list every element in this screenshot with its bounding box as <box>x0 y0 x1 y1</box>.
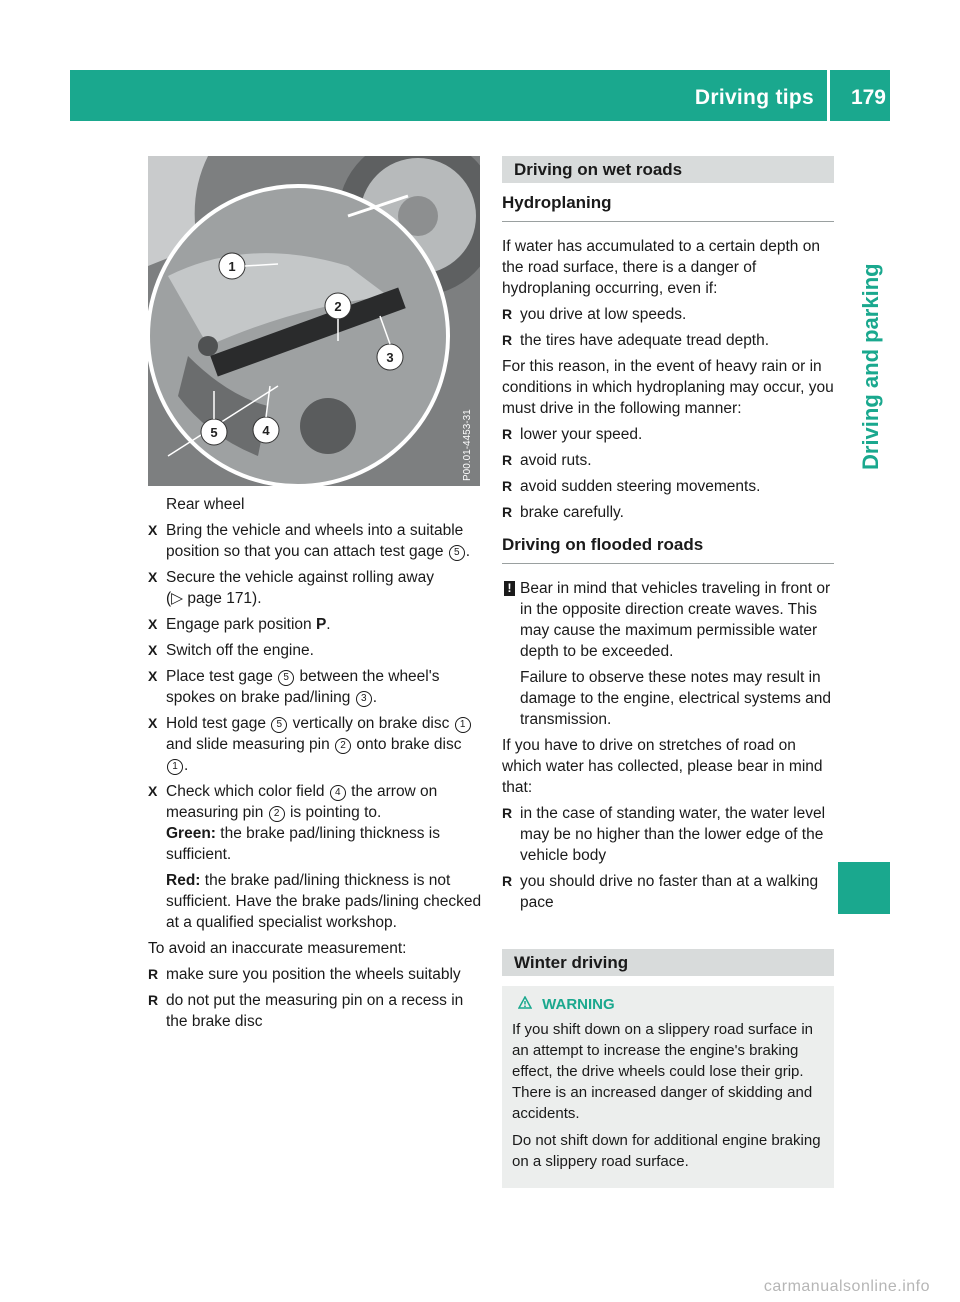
bullet-marker: R <box>502 426 513 442</box>
step-item: X Bring the vehicle and wheels into a suitable position so that you can attach test gage 5 . <box>148 522 471 560</box>
page-number: 179 <box>850 86 886 109</box>
callout-ref: 5 <box>271 717 287 733</box>
notice-block: ! Bear in mind that vehicles traveling in front or in the opposite direction create waves. This may cause the maximum permissible water depth to be exceeded. Failure to observe these notes may result in damage to the engine, electrical systems and transmission. <box>502 578 834 730</box>
list-item: R the tires have adequate tread depth. <box>502 332 770 349</box>
step-item: X Hold test gage 5 vertically on brake disc 1 and slide measuring pin 2 onto brake disc 1 . <box>148 713 482 776</box>
paragraph: If water has accumulated to a certain depth on the road surface, there is a danger of hydroplaning occurring, even if: <box>502 238 820 297</box>
callout-ref: 2 <box>269 806 285 822</box>
green-result: Green: the brake pad/lining thickness is sufficient. <box>166 825 440 863</box>
section-heading-winter: Winter driving <box>502 949 834 976</box>
list-item: R brake carefully. <box>502 504 624 521</box>
step-marker: X <box>148 668 158 684</box>
bullet-marker: R <box>502 332 513 348</box>
step-marker: X <box>148 616 158 632</box>
callout-5: 5 <box>210 425 218 440</box>
bullet-marker: R <box>148 992 159 1008</box>
callout-1: 1 <box>228 259 236 274</box>
callout-ref: 3 <box>356 691 372 707</box>
list-item: R lower your speed. <box>502 426 643 443</box>
step-marker: X <box>148 642 158 658</box>
list-item: R in the case of standing water, the water level may be no higher than the lower edge of the vehicle body <box>502 805 826 864</box>
subheading-hydroplaning: Hydroplaning <box>502 193 834 222</box>
bullet-marker: R <box>148 966 159 982</box>
list-item: R make sure you position the wheels suitably <box>148 966 461 983</box>
header-title: Driving tips <box>694 86 814 109</box>
bullet-marker: R <box>502 504 513 520</box>
paragraph: For this reason, in the event of heavy rain or in conditions in which hydroplaning may occur, you must drive in the following manner: <box>502 358 834 417</box>
step-marker: X <box>148 783 158 799</box>
page-ref-arrow: (▷ <box>166 590 184 607</box>
brake-gage-illustration <box>148 156 480 486</box>
step-item: X Switch off the engine. <box>148 642 314 659</box>
brake-gage-figure <box>148 156 480 486</box>
step-item: X Check which color field 4 the arrow on measuring pin 2 is pointing to. Green: the brake pad/lining thickness is sufficient. Red: the brake pad/lining thickness is not sufficient. Have the brake pads/lining checked at a qualified specialist workshop. <box>148 783 482 931</box>
page-reference-link[interactable]: page 171). <box>187 590 262 607</box>
figure-caption: Rear wheel <box>166 496 245 513</box>
warning-triangle-icon <box>518 996 532 1013</box>
callout-2: 2 <box>334 299 342 314</box>
warning-box <box>502 986 834 1188</box>
warning-title: WARNING <box>542 996 615 1013</box>
step-item: X Secure the vehicle against rolling away (▷ page 171). <box>148 569 434 607</box>
bullet-marker: R <box>502 452 513 468</box>
bullet-marker: R <box>502 478 513 494</box>
list-item: R avoid sudden steering movements. <box>502 478 761 495</box>
step-item: X Engage park position P. <box>148 616 331 633</box>
left-column <box>148 156 482 1037</box>
bullet-marker: R <box>502 306 513 322</box>
list-item: R you should drive no faster than at a walking pace <box>502 873 819 911</box>
right-column <box>502 156 834 1188</box>
exclamation-icon: ! <box>504 581 515 596</box>
callout-ref: 2 <box>335 738 351 754</box>
step-marker: X <box>148 715 158 731</box>
red-result: Red: the brake pad/lining thickness is not sufficient. Have the brake pads/lining checked at a qualified specialist workshop. <box>166 872 482 931</box>
section-heading-wet-roads: Driving on wet roads <box>502 156 834 183</box>
step-item: X Place test gage 5 between the wheel's spokes on brake pad/lining 3 . <box>148 668 440 706</box>
list-item: R you drive at low speeds. <box>502 306 687 323</box>
callout-ref: 1 <box>455 717 471 733</box>
warning-text: Do not shift down for additional engine braking on a slippery road surface. <box>512 1132 821 1170</box>
side-tab-label: Driving and parking <box>858 263 883 470</box>
step-marker: X <box>148 522 158 538</box>
callout-ref: 5 <box>278 670 294 686</box>
header-separator <box>827 70 830 121</box>
paragraph: If you have to drive on stretches of road on which water has collected, please bear in mind that: <box>502 737 823 796</box>
warning-text: If you shift down on a slippery road surface in an attempt to increase the engine's braking effect, the drive wheels could lose their grip. There is an increased danger of skidding and accidents. <box>512 1021 813 1122</box>
step-marker: X <box>148 569 158 585</box>
callout-ref: 5 <box>449 545 465 561</box>
warning-header <box>512 996 826 1013</box>
callout-ref: 4 <box>330 785 346 801</box>
list-item: R do not put the measuring pin on a recess in the brake disc <box>148 992 464 1030</box>
callout-3: 3 <box>386 350 394 365</box>
side-tab-marker <box>838 862 890 914</box>
list-item: R avoid ruts. <box>502 452 592 469</box>
subheading-flooded-roads: Driving on flooded roads <box>502 535 834 564</box>
watermark: carmanualsonline.info <box>763 1278 930 1295</box>
intro-text: To avoid an inaccurate measurement: <box>148 940 407 957</box>
callout-4: 4 <box>262 423 270 438</box>
figure-code: P00.01-4453-31 <box>462 409 473 481</box>
page-header <box>70 70 890 121</box>
bullet-marker: R <box>502 873 513 889</box>
bullet-marker: R <box>502 805 513 821</box>
callout-ref: 1 <box>167 759 183 775</box>
